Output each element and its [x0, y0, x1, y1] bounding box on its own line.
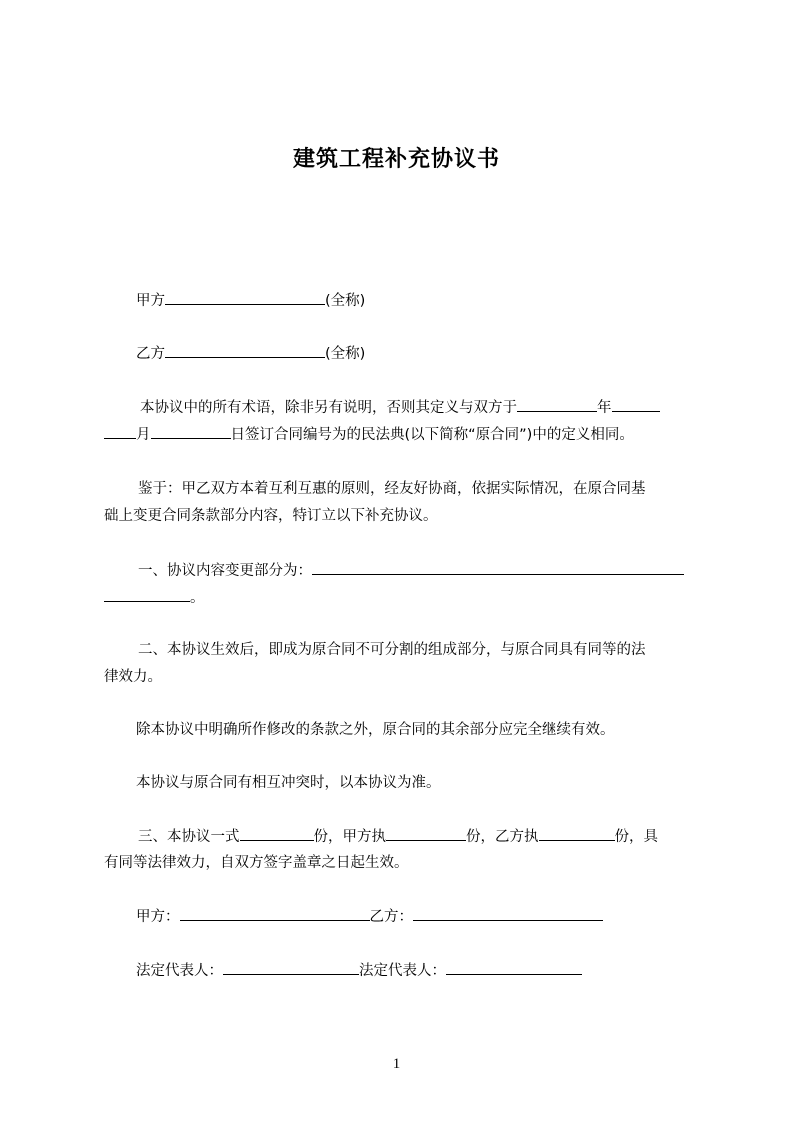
legal-rep-a-label: 法定代表人： [136, 963, 223, 979]
document-title: 建筑工程补充协议书 [292, 147, 500, 172]
clause-3-line-1 [138, 826, 702, 847]
signature-party-a-label: 甲方： [136, 909, 180, 925]
clause-3-text-4: 份，具 [614, 829, 658, 845]
paragraph-1-month: 月 [136, 427, 151, 443]
signature-line [136, 906, 702, 927]
copies-party-a-blank[interactable] [386, 826, 466, 841]
paragraph-2-text-1: 鉴于：甲乙双方本着互利互惠的原则，经友好协商，依据实际情况，在原合同基 [138, 481, 646, 497]
paragraph-2-text-2: 础上变更合同条款部分内容，特订立以下补充协议。 [104, 508, 438, 524]
clause-2-text-1: 二、本协议生效后，即成为原合同不可分割的组成部分，与原合同具有同等的法 [138, 642, 646, 658]
paragraph-1-text-1: 本协议中的所有术语，除非另有说明，否则其定义与双方于 [140, 400, 517, 416]
paragraph-2-line-1 [138, 479, 702, 499]
date-month-blank-part2[interactable] [104, 424, 136, 439]
clause-2-line-1 [138, 640, 702, 660]
copies-total-blank[interactable] [240, 826, 314, 841]
paragraph-3-text: 除本协议中明确所作修改的条款之外，原合同的其余部分应完全继续有效。 [136, 722, 615, 738]
party-b-note: (全称) [325, 346, 366, 362]
party-b-blank[interactable] [165, 343, 325, 358]
clause-1-line-1 [138, 560, 702, 581]
party-a-line [136, 290, 702, 311]
signature-party-b-label: 乙方： [369, 909, 413, 925]
party-a-note: (全称) [325, 293, 366, 309]
clause-3-text-1: 三、本协议一式 [138, 829, 240, 845]
clause-1-blank-part2[interactable] [104, 587, 190, 602]
clause-3-text-3: 份，乙方执 [466, 829, 539, 845]
clause-1-end: 。 [190, 590, 205, 606]
legal-rep-b-blank[interactable] [446, 960, 582, 975]
legal-rep-line [136, 960, 702, 981]
party-a-blank[interactable] [165, 290, 325, 305]
clause-2-text-2: 律效力。 [104, 669, 162, 685]
paragraph-2-line-2 [104, 506, 702, 526]
clause-1-line-2 [104, 587, 702, 608]
clause-3-line-2 [104, 853, 702, 873]
paragraph-1-line-1 [140, 397, 702, 418]
signature-party-a-blank[interactable] [180, 906, 370, 921]
clause-1-label: 一、协议内容变更部分为： [138, 563, 312, 579]
clause-2-line-2 [104, 667, 702, 687]
legal-rep-b-label: 法定代表人： [359, 963, 446, 979]
paragraph-1-text-2: 日签订合同编号为的民法典(以下简称“原合同”)中的定义相同。 [230, 427, 634, 443]
date-day-blank[interactable] [151, 424, 231, 439]
clause-3-text-5: 有同等法律效力，自双方签字盖章之日起生效。 [104, 855, 409, 871]
copies-party-b-blank[interactable] [539, 826, 615, 841]
date-year-blank[interactable] [517, 397, 597, 412]
paragraph-1-line-2 [104, 424, 702, 445]
paragraph-1-year: 年 [597, 400, 612, 416]
clause-3-text-2: 份，甲方执 [313, 829, 386, 845]
legal-rep-a-blank[interactable] [223, 960, 359, 975]
party-b-line [136, 343, 702, 364]
clause-1-blank-part1[interactable] [312, 560, 684, 575]
date-month-blank-part1[interactable] [612, 397, 660, 412]
paragraph-4 [136, 773, 702, 793]
signature-party-b-blank[interactable] [413, 906, 603, 921]
party-a-label: 甲方 [136, 293, 165, 309]
paragraph-4-text: 本协议与原合同有相互冲突时，以本协议为准。 [136, 775, 441, 791]
party-b-label: 乙方 [136, 346, 165, 362]
paragraph-3 [136, 720, 702, 740]
page-number: 1 [392, 1056, 401, 1072]
